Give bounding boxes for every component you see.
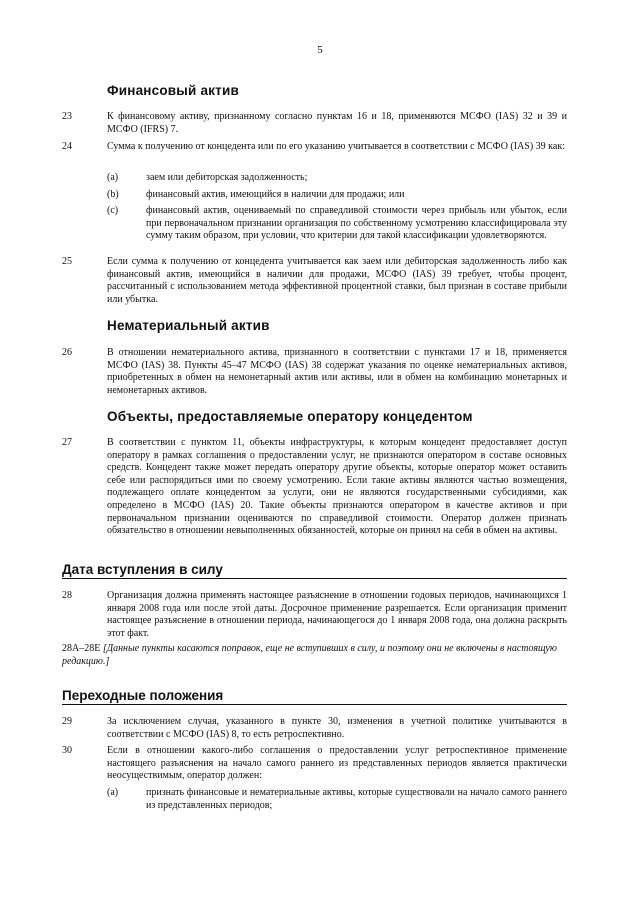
paragraph-29: За исключением случая, указанного в пункте 30, изменения в учетной политике учитываются в соответствии с МСФО (IAS) 8, то есть ретроспективно. — [107, 716, 567, 740]
heading-transition: Переходные положения — [62, 688, 567, 705]
paragraph-number-26: 26 — [62, 347, 72, 358]
paragraph-28: Организация должна применять настоящее разъяснение в отношении годовых периодов, начинающихся 1 января 2008 года или после этой даты. Досрочное применение разрешается. Если организация применит настоящее разъяснение в отношении периода, начинающегося до 1 января 2008 года, она должна раскрыть этот факт. — [107, 590, 567, 639]
list-item-24a: заем или дебиторская задолженность; — [146, 172, 308, 183]
paragraph-number-27: 27 — [62, 437, 72, 448]
paragraph-26: В отношении нематериального актива, признанного в соответствии с пунктами 17 и 18, применяется МСФО (IAS) 38. Пункты 45–47 МСФО (IAS) 38 содержат указания по оценке нематериальных активов, приобретенных в обмен на немонетарный актив или активы, или в обмен на комбинацию монетарных и немонетарных активов. — [107, 347, 567, 396]
paragraph-number-25: 25 — [62, 256, 72, 267]
paragraph-24: Сумма к получению от концедента или по его указанию учитывается в соответствии с МСФО (IAS) 39 как: — [107, 141, 565, 152]
list-item-24b: финансовый актив, имеющийся в наличии для продажи; или — [146, 189, 405, 200]
paragraph-28a-28e — [62, 643, 567, 668]
heading-effective-date: Дата вступления в силу — [62, 562, 567, 579]
paragraph-number-30: 30 — [62, 745, 72, 756]
paragraph-number-23: 23 — [62, 111, 72, 122]
paragraph-number-29: 29 — [62, 716, 72, 727]
paragraph-number-24: 24 — [62, 141, 72, 152]
editorial-note: [Данные пункты касаются поправок, еще не вступивших в силу, и поэтому они не включены в настоящую редакцию.] — [62, 643, 557, 667]
list-label-30a: (a) — [107, 787, 119, 798]
heading-items-provided: Объекты, предоставляемые оператору концедентом — [107, 409, 473, 424]
page-number: 5 — [317, 44, 323, 56]
list-label-24a: (a) — [107, 172, 119, 183]
paragraph-30: Если в отношении какого-либо соглашения о предоставлении услуг ретроспективное применение настоящего разъяснения на начало самого раннего из представленных периодов является практически неосуществимым, оператор должен: — [107, 745, 567, 782]
paragraph-25: Если сумма к получению от концедента учитывается как заем или дебиторская задолженность либо как финансовый актив, имеющийся в наличии для продажи, МСФО (IAS) 39 требует, чтобы процент, рассчитанный с использованием метода эффективной процентной ставки, был признан в составе прибыли или убытка. — [107, 256, 567, 305]
list-item-30a: признать финансовые и нематериальные активы, которые существовали на начало самого раннего из представленных периодов; — [146, 787, 567, 811]
list-label-24b: (b) — [107, 189, 119, 200]
list-label-24c: (c) — [107, 205, 119, 216]
paragraph-number-28a-28e: 28А–28Е — [62, 643, 101, 654]
list-item-24c: финансовый актив, оцениваемый по справедливой стоимости через прибыль или убыток, если при первоначальном признании организация по собственному усмотрению классифицировала эту сумму таким образом, при условии, что критерии для такой классификации удовлетворяются. — [146, 205, 567, 242]
paragraph-23: К финансовому активу, признанному согласно пунктам 16 и 18, применяются МСФО (IAS) 32 и 39 и МСФО (IFRS) 7. — [107, 111, 567, 135]
paragraph-number-28: 28 — [62, 590, 72, 601]
heading-intangible-asset: Нематериальный актив — [107, 318, 270, 333]
paragraph-27: В соответствии с пунктом 11, объекты инфраструктуры, к которым концедент предоставляет доступ оператору в рамках соглашения о предоставлении услуг, не признаются оператором в составе основных средств. Концедент также может передать оператору другие объекты, которые оператор может оставить себе или распорядиться ими по своему усмотрению. Если такие активы являются частью возмещения, подлежащего оплате концедентом за услуги, они не являются государственными субсидиями, как определено в МСФО (IAS) 20. Такие объекты признаются оператором в качестве активов и при первоначальном признании оцениваются по справедливой стоимости. Оператор должен признать обязательство в отношении невыполненных обязанностей, которые он принял на себя в обмен на активы. — [107, 437, 567, 537]
heading-financial-asset: Финансовый актив — [107, 83, 239, 98]
